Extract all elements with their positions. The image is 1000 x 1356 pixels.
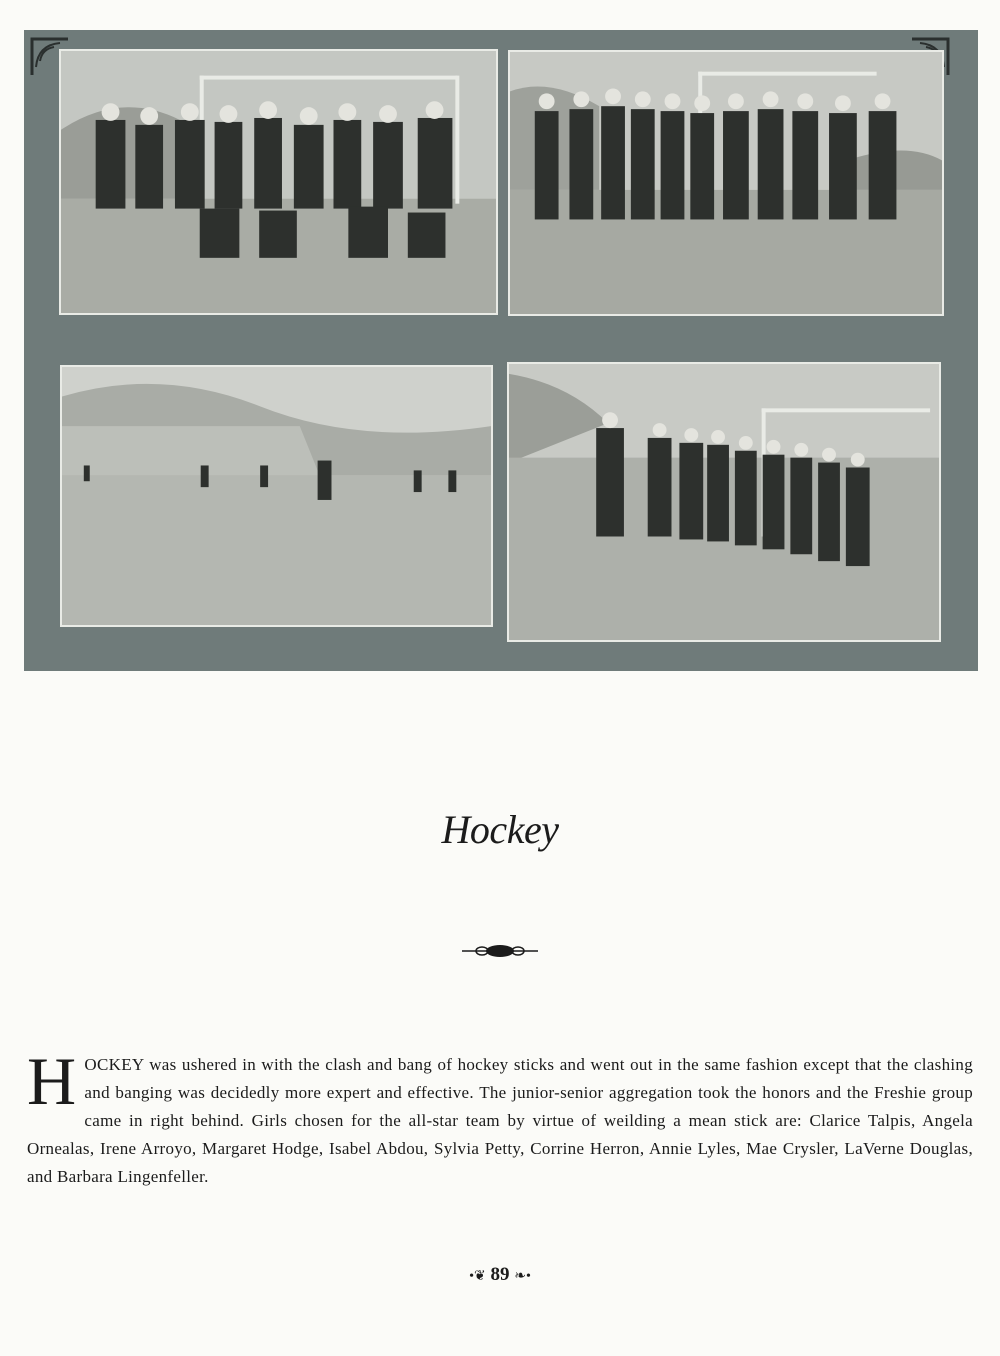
- photo-team-row: [507, 362, 941, 642]
- photo-team-lineup: [508, 50, 944, 316]
- folio-ornament-left-icon: •❦: [469, 1269, 486, 1284]
- hockey-paragraph: [27, 1043, 973, 1191]
- divider-ornament-icon: [462, 942, 538, 960]
- page-number: 89: [490, 1264, 510, 1285]
- folio-ornament-right-icon: ❧•: [514, 1269, 531, 1284]
- photo-team-group: [59, 49, 498, 315]
- paragraph-text: OCKEY was ushered in with the clash and bang of hockey sticks and went out in the same fashion except that the clashing and banging was decidedly more expert and effective. The junior-senior aggregation took the honors and the Freshie group came in right behind. Girls chosen for the all-star team by virtue of weilding a mean stick are: Clarice Talpis, Angela Ornealas, Irene Arroyo, Margaret Hodge, Isabel Abdou, Sylvia Petty, Corrine Herron, Annie Lyles, Mae Crysler, LaVerne Douglas, and Barbara Lingenfeller.: [27, 1055, 973, 1186]
- page-title: Hockey: [441, 807, 559, 852]
- drop-cap: H: [27, 1043, 77, 1119]
- page-number-folio: [0, 1264, 1000, 1286]
- photo-hockey-game: [60, 365, 493, 627]
